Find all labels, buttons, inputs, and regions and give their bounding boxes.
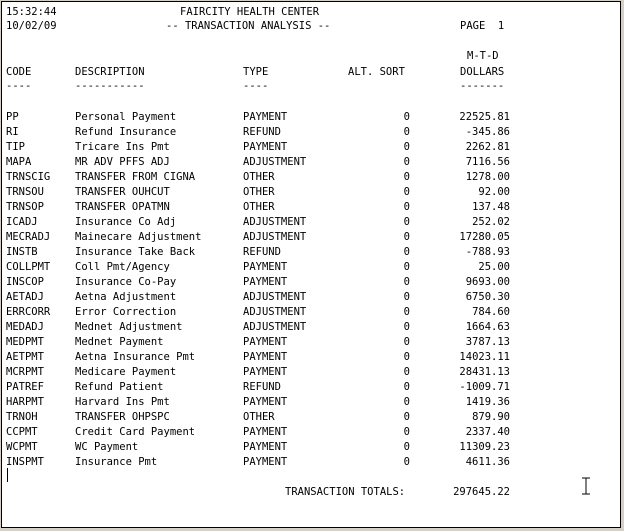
row-code: AETPMT (6, 351, 44, 363)
row-type: PAYMENT (243, 261, 288, 273)
row-amount: -345.86 (465, 126, 510, 138)
row-alt-sort: 0 (403, 231, 410, 243)
row-description: Credit Card Payment (75, 426, 196, 438)
row-amount: 17280.05 (459, 231, 510, 243)
row-description: Tricare Ins Pmt (75, 141, 170, 153)
row-alt-sort: 0 (403, 276, 410, 288)
row-code: TIP (6, 141, 25, 153)
row-description: Error Correction (75, 306, 177, 318)
row-code: TRNOH (6, 411, 38, 423)
row-code: MEDPMT (6, 336, 44, 348)
row-alt-sort: 0 (403, 156, 410, 168)
row-type: REFUND (243, 381, 281, 393)
row-alt-sort: 0 (403, 381, 410, 393)
row-amount: 22525.81 (459, 111, 510, 123)
row-amount: 92.00 (478, 186, 510, 198)
col-dollars-header: DOLLARS (460, 66, 505, 78)
row-alt-sort: 0 (403, 291, 410, 303)
col-code-rule: ---- (6, 80, 32, 92)
row-description: Coll Pmt/Agency (75, 261, 170, 273)
row-code: MEDADJ (6, 321, 44, 333)
row-amount: 3787.13 (465, 336, 510, 348)
row-description: Aetna Adjustment (75, 291, 177, 303)
row-code: HARPMT (6, 396, 44, 408)
col-dollars-rule: ------- (460, 80, 505, 92)
row-code: INSPMT (6, 456, 44, 468)
row-type: PAYMENT (243, 336, 288, 348)
row-code: INSTB (6, 246, 38, 258)
row-amount: 7116.56 (465, 156, 510, 168)
row-type: PAYMENT (243, 351, 288, 363)
row-type: ADJUSTMENT (243, 156, 307, 168)
row-amount: 1664.63 (465, 321, 510, 333)
row-code: CCPMT (6, 426, 38, 438)
row-amount: 137.48 (472, 201, 510, 213)
row-code: COLLPMT (6, 261, 51, 273)
row-amount: 1278.00 (465, 171, 510, 183)
row-amount: 25.00 (478, 261, 510, 273)
row-code: WCPMT (6, 441, 38, 453)
row-amount: 784.60 (472, 306, 510, 318)
page-number: PAGE 1 (460, 20, 505, 32)
row-type: OTHER (243, 171, 275, 183)
row-description: Refund Patient (75, 381, 164, 393)
row-alt-sort: 0 (403, 171, 410, 183)
row-description: Harvard Ins Pmt (75, 396, 170, 408)
row-type: OTHER (243, 186, 275, 198)
org-name: FAIRCITY HEALTH CENTER (180, 6, 320, 18)
row-amount: 2337.40 (465, 426, 510, 438)
row-code: RI (6, 126, 19, 138)
col-description-rule: ----------- (75, 80, 145, 92)
row-type: OTHER (243, 201, 275, 213)
row-type: REFUND (243, 246, 281, 258)
row-alt-sort: 0 (403, 111, 410, 123)
row-type: OTHER (243, 411, 275, 423)
row-description: Insurance Co-Pay (75, 276, 177, 288)
row-code: AETADJ (6, 291, 44, 303)
row-description: MR ADV PFFS ADJ (75, 156, 170, 168)
row-type: ADJUSTMENT (243, 291, 307, 303)
row-code: ICADJ (6, 216, 38, 228)
row-description: TRANSFER OHPSPC (75, 411, 170, 423)
row-type: PAYMENT (243, 426, 288, 438)
row-amount: 4611.36 (465, 456, 510, 468)
row-amount: 1419.36 (465, 396, 510, 408)
row-alt-sort: 0 (403, 456, 410, 468)
report-title: -- TRANSACTION ANALYSIS -- (166, 20, 331, 32)
mtd-label: M-T-D (467, 50, 499, 62)
row-alt-sort: 0 (403, 411, 410, 423)
row-amount: -788.93 (465, 246, 510, 258)
row-type: ADJUSTMENT (243, 321, 307, 333)
report-date: 10/02/09 (6, 20, 57, 32)
report-time: 15:32:44 (6, 6, 57, 18)
row-description: Insurance Co Adj (75, 216, 177, 228)
row-amount: 879.90 (472, 411, 510, 423)
row-description: TRANSFER OUHCUT (75, 186, 170, 198)
col-type-rule: ---- (243, 80, 269, 92)
row-code: MCRPMT (6, 366, 44, 378)
row-type: ADJUSTMENT (243, 306, 307, 318)
text-cursor (7, 468, 8, 482)
row-description: Mednet Payment (75, 336, 164, 348)
row-description: Insurance Pmt (75, 456, 158, 468)
row-code: ERRCORR (6, 306, 51, 318)
row-type: PAYMENT (243, 396, 288, 408)
row-type: ADJUSTMENT (243, 231, 307, 243)
row-alt-sort: 0 (403, 366, 410, 378)
col-alt-sort-header: ALT. SORT (348, 66, 405, 78)
row-description: Refund Insurance (75, 126, 177, 138)
totals-label: TRANSACTION TOTALS: (285, 486, 406, 498)
row-amount: 28431.13 (459, 366, 510, 378)
row-type: REFUND (243, 126, 281, 138)
row-alt-sort: 0 (403, 186, 410, 198)
row-type: PAYMENT (243, 111, 288, 123)
row-code: PP (6, 111, 19, 123)
row-amount: 6750.30 (465, 291, 510, 303)
row-type: ADJUSTMENT (243, 216, 307, 228)
row-amount: 9693.00 (465, 276, 510, 288)
row-code: INSCOP (6, 276, 44, 288)
row-code: MAPA (6, 156, 32, 168)
row-description: Medicare Payment (75, 366, 177, 378)
row-description: WC Payment (75, 441, 139, 453)
row-alt-sort: 0 (403, 306, 410, 318)
row-alt-sort: 0 (403, 321, 410, 333)
row-type: PAYMENT (243, 141, 288, 153)
row-amount: -1009.71 (459, 381, 510, 393)
row-description: TRANSFER FROM CIGNA (75, 171, 196, 183)
row-type: PAYMENT (243, 441, 288, 453)
row-description: Aetna Insurance Pmt (75, 351, 196, 363)
row-alt-sort: 0 (403, 201, 410, 213)
row-code: TRNSOU (6, 186, 44, 198)
row-alt-sort: 0 (403, 246, 410, 258)
col-description-header: DESCRIPTION (75, 66, 145, 78)
row-amount: 14023.11 (459, 351, 510, 363)
row-code: MECRADJ (6, 231, 51, 243)
row-amount: 11309.23 (459, 441, 510, 453)
row-code: TRNSOP (6, 201, 44, 213)
row-amount: 2262.81 (465, 141, 510, 153)
row-type: PAYMENT (243, 276, 288, 288)
row-type: PAYMENT (243, 366, 288, 378)
ibeam-cursor-icon (580, 477, 592, 495)
row-alt-sort: 0 (403, 261, 410, 273)
row-code: TRNSCIG (6, 171, 51, 183)
row-alt-sort: 0 (403, 216, 410, 228)
row-alt-sort: 0 (403, 351, 410, 363)
row-alt-sort: 0 (403, 141, 410, 153)
totals-amount: 297645.22 (453, 486, 510, 498)
row-alt-sort: 0 (403, 126, 410, 138)
row-alt-sort: 0 (403, 396, 410, 408)
row-alt-sort: 0 (403, 336, 410, 348)
col-type-header: TYPE (243, 66, 269, 78)
row-description: Mainecare Adjustment (75, 231, 202, 243)
row-code: PATREF (6, 381, 44, 393)
row-alt-sort: 0 (403, 441, 410, 453)
row-description: Mednet Adjustment (75, 321, 183, 333)
col-code-header: CODE (6, 66, 32, 78)
row-description: Insurance Take Back (75, 246, 196, 258)
row-amount: 252.02 (472, 216, 510, 228)
row-description: Personal Payment (75, 111, 177, 123)
row-alt-sort: 0 (403, 426, 410, 438)
report-window (1, 1, 621, 528)
row-type: PAYMENT (243, 456, 288, 468)
row-description: TRANSFER OPATMN (75, 201, 170, 213)
